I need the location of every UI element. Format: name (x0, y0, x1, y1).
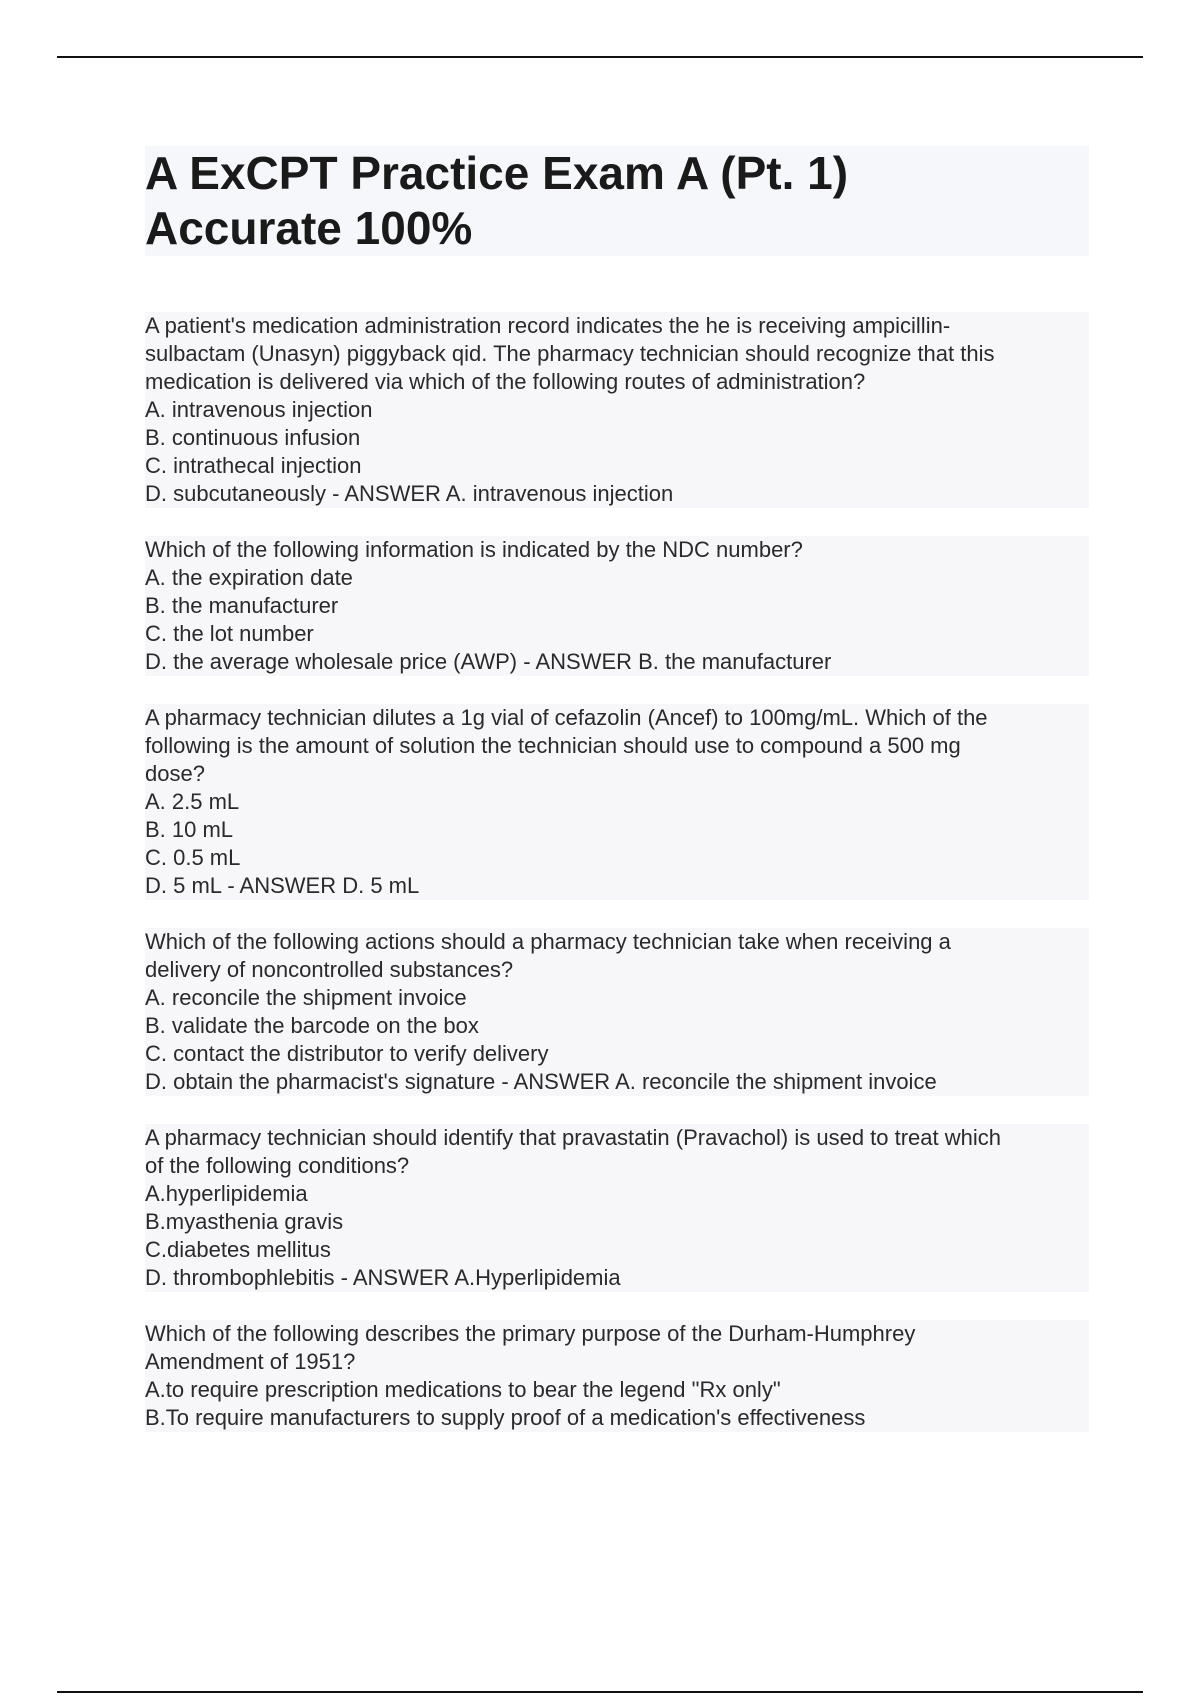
question-list (145, 312, 1089, 1460)
question-line: B. continuous infusion (145, 424, 1089, 452)
title-line-1: A ExCPT Practice Exam A (Pt. 1) (145, 147, 849, 199)
question-line: D. the average wholesale price (AWP) - ANSWER B. the manufacturer (145, 648, 1089, 676)
question-block (145, 536, 1089, 676)
question-line: of the following conditions? (145, 1152, 1089, 1180)
question-line: following is the amount of solution the technician should use to compound a 500 mg (145, 732, 1089, 760)
question-line: A. intravenous injection (145, 396, 1089, 424)
question-line: D. 5 mL - ANSWER D. 5 mL (145, 872, 1089, 900)
question-line: medication is delivered via which of the following routes of administration? (145, 368, 1089, 396)
question-line: C. 0.5 mL (145, 844, 1089, 872)
question-line: C. contact the distributor to verify delivery (145, 1040, 1089, 1068)
question-text: A pharmacy technician dilutes a 1g vial of cefazolin (Ancef) to 100mg/mL. Which of the (145, 704, 1089, 732)
question-line: dose? (145, 760, 1089, 788)
question-text: A pharmacy technician should identify that pravastatin (Pravachol) is used to treat which (145, 1124, 1089, 1152)
question-line: B. the manufacturer (145, 592, 1089, 620)
question-line: B. validate the barcode on the box (145, 1012, 1089, 1040)
question-line: C. the lot number (145, 620, 1089, 648)
question-line: C.diabetes mellitus (145, 1236, 1089, 1264)
question-line: D. subcutaneously - ANSWER A. intravenous injection (145, 480, 1089, 508)
question-line: A. reconcile the shipment invoice (145, 984, 1089, 1012)
title-line-2: Accurate 100% (145, 202, 473, 254)
question-line: C. intrathecal injection (145, 452, 1089, 480)
question-line: D. thrombophlebitis - ANSWER A.Hyperlipidemia (145, 1264, 1089, 1292)
question-text: A patient's medication administration record indicates the he is receiving ampicillin- (145, 312, 1089, 340)
question-line: Amendment of 1951? (145, 1348, 1089, 1376)
question-line: B. 10 mL (145, 816, 1089, 844)
question-line: A.to require prescription medications to bear the legend "Rx only" (145, 1376, 1089, 1404)
top-divider (57, 56, 1143, 58)
question-block (145, 312, 1089, 508)
question-line: sulbactam (Unasyn) piggyback qid. The pharmacy technician should recognize that this (145, 340, 1089, 368)
question-block (145, 1124, 1089, 1292)
question-text: Which of the following information is indicated by the NDC number? (145, 536, 1089, 564)
question-line: delivery of noncontrolled substances? (145, 956, 1089, 984)
question-block (145, 1320, 1089, 1432)
question-line: B.myasthenia gravis (145, 1208, 1089, 1236)
question-line: D. obtain the pharmacist's signature - ANSWER A. reconcile the shipment invoice (145, 1068, 1089, 1096)
question-line: A.hyperlipidemia (145, 1180, 1089, 1208)
bottom-divider (57, 1691, 1143, 1693)
question-line: A. the expiration date (145, 564, 1089, 592)
question-line: A. 2.5 mL (145, 788, 1089, 816)
question-block (145, 704, 1089, 900)
question-text: Which of the following describes the primary purpose of the Durham-Humphrey (145, 1320, 1089, 1348)
document-title (145, 146, 1089, 256)
question-block (145, 928, 1089, 1096)
question-line: B.To require manufacturers to supply proof of a medication's effectiveness (145, 1404, 1089, 1432)
question-text: Which of the following actions should a pharmacy technician take when receiving a (145, 928, 1089, 956)
